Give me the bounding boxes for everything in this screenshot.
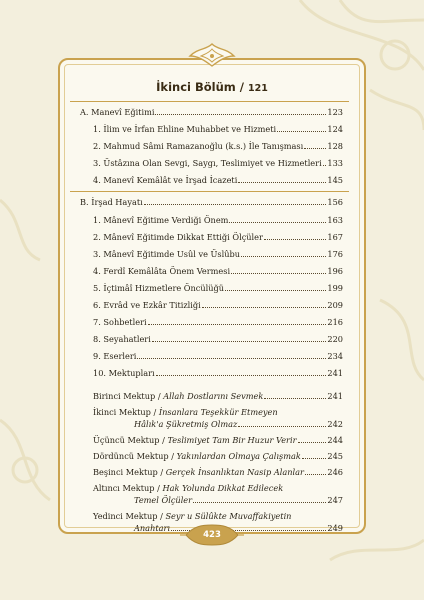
section-divider bbox=[70, 101, 349, 102]
toc-entry[interactable]: 2. Mahmud Sâmi Ramazanoğlu (k.s.) İle Tanışması 128 bbox=[93, 141, 343, 151]
toc-entry[interactable]: 7. Sohbetleri 216 bbox=[93, 317, 343, 327]
toc-entry[interactable]: 10. Mektupları 241 bbox=[93, 368, 343, 378]
toc-entry[interactable]: 5. İçtimâî Hizmetlere Öncülüğü 199 bbox=[93, 283, 343, 293]
toc-entry[interactable]: 9. Eserleri 234 bbox=[93, 351, 343, 361]
toc-entry-letter[interactable]: Beşinci Mektup / Gerçek İnsanlıktan Nasip Alanlar 246 bbox=[93, 467, 343, 477]
page-number: 423 bbox=[203, 530, 221, 540]
toc-entry[interactable]: 1. İlim ve İrfan Ehline Muhabbet ve Hizmeti 124 bbox=[93, 124, 343, 134]
section-divider bbox=[70, 191, 349, 192]
toc-entry[interactable]: 1. Mânevî Eğitime Verdiği Önem 163 bbox=[93, 215, 343, 225]
toc-entry-section-a[interactable]: A. Manevî Eğitimi 123 bbox=[80, 107, 343, 117]
toc-entry-letter[interactable]: İkinci Mektup / İnsanlara Teşekkür Etmeyen bbox=[93, 407, 278, 417]
toc-entry-letter[interactable]: Altıncı Mektup / Hak Yolunda Dikkat Edilecek bbox=[93, 483, 284, 493]
chapter-page: 121 bbox=[247, 83, 268, 94]
chapter-heading: İkinci Bölüm / bbox=[156, 80, 244, 94]
toc-entry[interactable]: 6. Evrâd ve Ezkâr Titizliği 209 bbox=[93, 300, 343, 310]
top-ornament-icon bbox=[186, 42, 238, 68]
toc-entry-letter-cont[interactable]: Hâlık'a Şükretmiş Olmaz 242 bbox=[134, 419, 343, 429]
toc-entry[interactable]: 4. Manevî Kemâlât ve İrşad İcazeti 145 bbox=[93, 175, 343, 185]
toc-entry-letter[interactable]: Üçüncü Mektup / Teslimiyet Tam Bir Huzur Verir 244 bbox=[93, 435, 343, 445]
toc-entry-letter-cont[interactable]: Anahtarı 249 bbox=[134, 523, 343, 533]
toc-entry-letter[interactable]: Dördüncü Mektup / Yakınlardan Olmaya Çalışmak 245 bbox=[93, 451, 343, 461]
toc-entry-letter[interactable]: Yedinci Mektup / Seyr u Sülûkte Muvaffakiyetin bbox=[93, 511, 292, 521]
table-of-contents bbox=[76, 101, 343, 533]
toc-entry-section-b[interactable]: B. İrşad Hayatı 156 bbox=[80, 197, 343, 207]
toc-entry-letter-cont[interactable]: Temel Ölçüler 247 bbox=[134, 495, 343, 505]
page-title bbox=[0, 80, 424, 94]
toc-entry[interactable]: 8. Seyahatleri 220 bbox=[93, 334, 343, 344]
toc-entry-letter[interactable]: Birinci Mektup / Allah Dostlarını Sevmek 241 bbox=[93, 391, 343, 401]
toc-entry[interactable]: 3. Mânevî Eğitimde Usûl ve Üslûbu 176 bbox=[93, 249, 343, 259]
toc-entry[interactable]: 2. Mânevî Eğitimde Dikkat Ettiği Ölçüler 167 bbox=[93, 232, 343, 242]
toc-entry[interactable]: 4. Ferdî Kemâlâta Önem Vermesi 196 bbox=[93, 266, 343, 276]
toc-entry[interactable]: 3. Üstâzına Olan Sevgi, Saygı, Teslimiyet ve Hizmetleri 133 bbox=[93, 158, 343, 168]
